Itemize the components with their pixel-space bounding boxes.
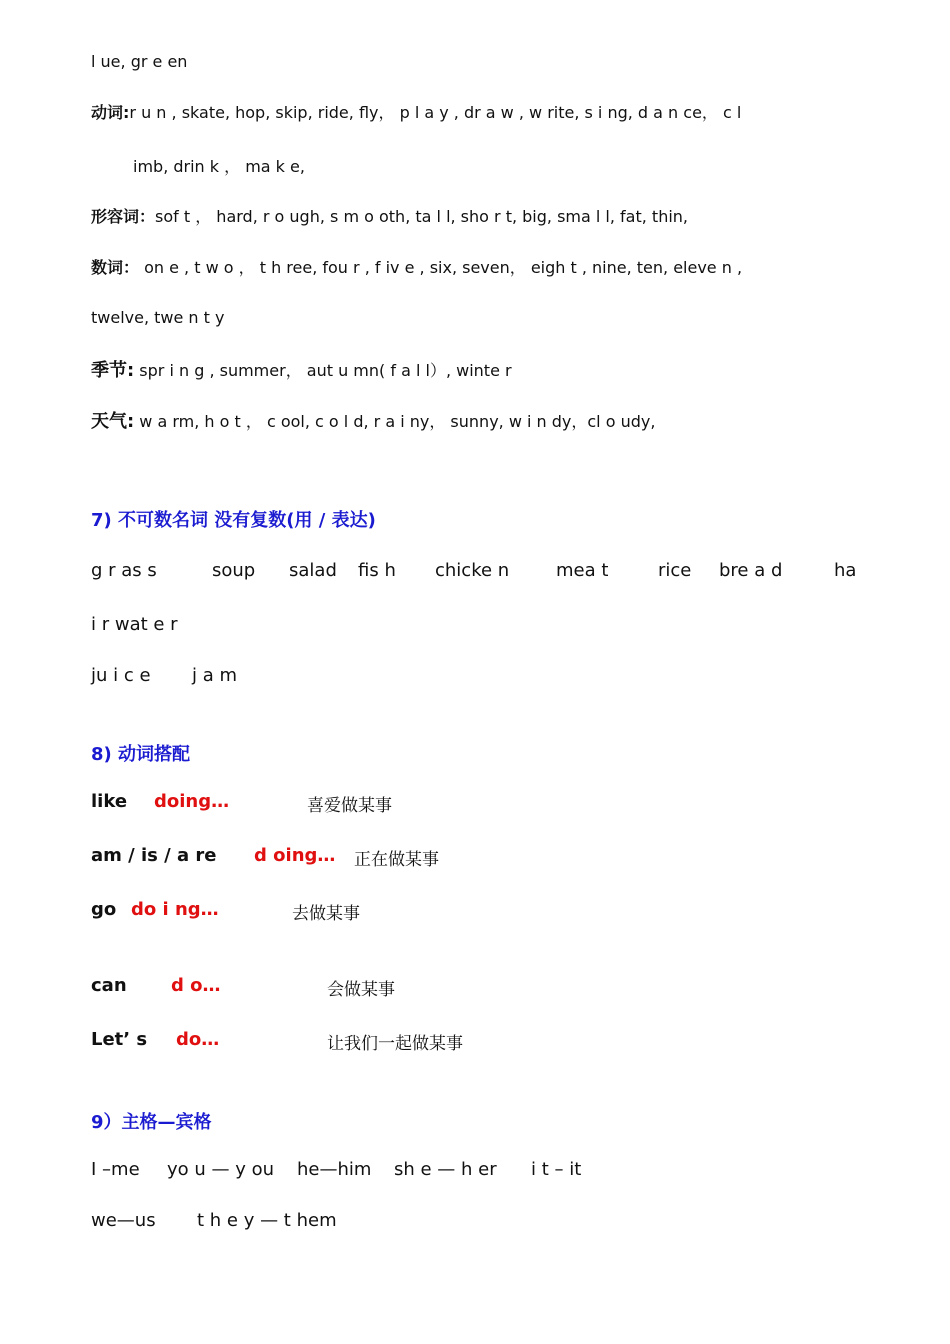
section-9-heading: 9）主格—宾格: [91, 1112, 212, 1133]
uncountable-row-2: [91, 614, 178, 635]
seasons-label: 季节:: [91, 360, 135, 381]
word-fish: fis h: [358, 560, 396, 581]
word-soup: soup: [212, 560, 256, 581]
word-hair-water: i r wat e r: [91, 614, 178, 635]
phrase-verb: go: [91, 899, 117, 920]
word-rice: rice: [658, 560, 692, 581]
word-meat: mea t: [556, 560, 609, 581]
adjectives-text: sof t ， hard, r o ugh, s m o oth, ta l l, sho r t, big, sma l l, fat, thin,: [155, 207, 688, 226]
verbs-text-continued: imb, drin k ， ma k e,: [133, 157, 305, 176]
weather-text: w a rm, h o t ， c ool, c o l d, r a i ny， sunny, w i n dy，cl o udy,: [134, 412, 656, 431]
phrase-form: do…: [176, 1029, 220, 1050]
uncountable-row-3: [91, 665, 237, 686]
pronoun-pair-we: we—us: [91, 1210, 156, 1231]
phrase-meaning: 会做某事: [327, 980, 395, 1000]
word-hair-part: ha: [834, 560, 857, 581]
phrase-form: d o…: [171, 975, 221, 996]
pronoun-pair-you: yo u — y ou: [167, 1159, 275, 1180]
pronoun-pair-they: t h e y — t hem: [197, 1210, 337, 1231]
numbers-text-continued: twelve, twe n t y: [91, 308, 225, 327]
word-salad: salad: [289, 560, 337, 581]
phrase-meaning: 让我们一起做某事: [327, 1034, 463, 1054]
colors-text: l ue, gr e en: [91, 52, 188, 71]
verbs-text: r u n , skate, hop, skip, ride, fly， p l a y , dr a w , w rite, s i ng, d a n ce， c l: [129, 103, 742, 122]
phrase-meaning: 喜爱做某事: [307, 796, 392, 816]
section-8-heading: 8) 动词搭配: [91, 744, 191, 765]
weather-line: [91, 407, 655, 433]
word-juice: ju i c e: [91, 665, 151, 686]
adjectives-line: [91, 204, 688, 227]
phrase-meaning: 去做某事: [292, 904, 360, 924]
verbs-label: 动词:: [91, 103, 130, 122]
pronoun-pair-she: sh e — h er: [394, 1159, 497, 1180]
colors-line: [91, 52, 187, 71]
section-7-heading: 7) 不可数名词 没有复数(用 / 表达): [91, 510, 376, 531]
phrase-verb: like: [91, 791, 128, 812]
word-bread: bre a d: [719, 560, 783, 581]
phrase-form: doing…: [154, 791, 230, 812]
numbers-line-continued: [91, 308, 224, 327]
phrase-verb: can: [91, 975, 127, 996]
adjectives-label: 形容词：: [91, 207, 156, 226]
numbers-label: 数词：: [91, 258, 140, 277]
phrase-meaning: 正在做某事: [354, 850, 439, 870]
verbs-line: [91, 100, 741, 123]
pronoun-pair-i: I –me: [91, 1159, 140, 1180]
phrase-form: d oing…: [254, 845, 336, 866]
pronoun-pair-it: i t – it: [531, 1159, 582, 1180]
numbers-line: [91, 255, 742, 278]
verbs-line-continued: [133, 154, 305, 177]
numbers-text: on e , t w o ， t h ree, fou r , f iv e , six, seven， eigh t , nine, ten, eleve n ,: [139, 258, 743, 277]
weather-label: 天气:: [91, 411, 135, 432]
phrase-verb: Let’ s: [91, 1029, 148, 1050]
word-chicken: chicke n: [435, 560, 510, 581]
word-jam: j a m: [192, 665, 238, 686]
seasons-text: spr i n g , summer， aut u mn( f a l l）, winte r: [134, 361, 512, 380]
pronoun-pair-he: he—him: [297, 1159, 372, 1180]
phrase-verb: am / is / a re: [91, 845, 217, 866]
phrase-form: do i ng…: [131, 899, 219, 920]
seasons-line: [91, 356, 512, 382]
word-grass: g r as s: [91, 560, 157, 581]
